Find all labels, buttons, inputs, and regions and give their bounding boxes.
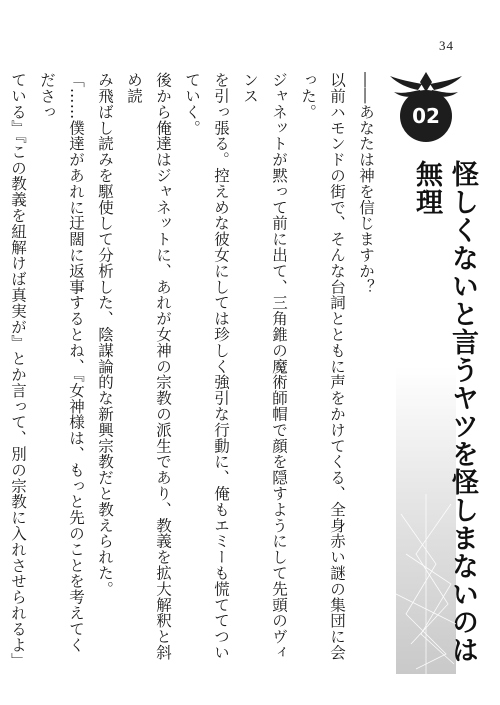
body-text [0,72,380,669]
text-line: 「……僕達があれに迂闊に返事するとね、『女神様は、もっと先のことを考えてくださっ [38,72,85,653]
text-line: ――あなたは神を信じますか？ [357,72,375,295]
geometric-lines-decoration [396,494,456,674]
chapter-header [388,54,478,674]
text-line: ジャネットが黙って前に出て、三角錐の魔術師帽で顔を隠すようにして先頭のヴィンス [241,72,288,661]
chapter-title: 怪しくないと言うヤツを怪しまないのは無理 [411,160,478,664]
text-line: み飛ばし読みを駆使して分析した、陰謀論的な新興宗教だと教えられた。 [96,72,114,597]
text-line: 以前ハモンドの街で、そんな台詞とともに声をかけてくる、全身赤い謎の集団に会った。 [299,72,346,661]
text-line: を引っ張る。控えめな彼女にしては珍しく強引な行動に、俺もエミーも慌ててついていく。 [183,72,230,661]
page-number: 34 [439,38,454,53]
chapter-number-badge: 02 [400,90,452,142]
text-line: 後から俺達はジャネットに、あれが女神の宗教の派生であり、教義を拡大解釈と斜め読 [125,72,172,661]
text-line: ている』『この教義を紐解けば真実が』とか言って、別の宗教に入れさせられるよ」 [9,72,27,669]
